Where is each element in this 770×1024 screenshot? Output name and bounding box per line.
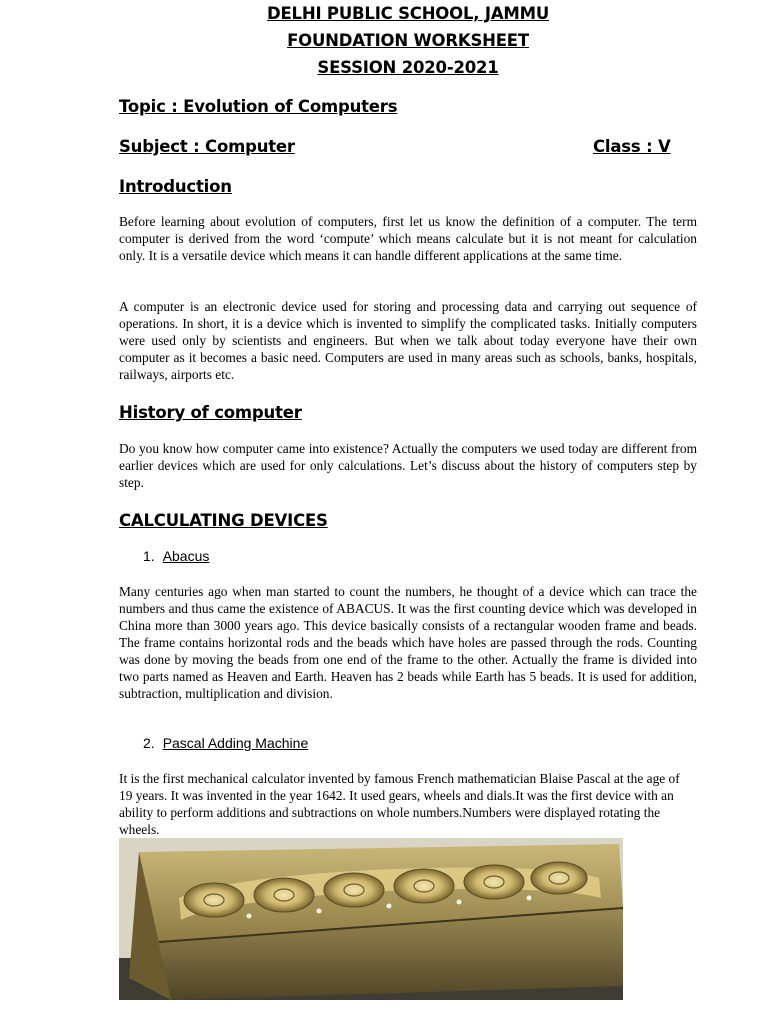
class-heading: Class : V [593, 137, 671, 156]
list-label: Abacus [162, 548, 210, 564]
subject-heading: Subject : Computer [119, 137, 295, 156]
history-paragraph: Do you know how computer came into existence? Actually the computers we used today are different from earlier devices which are used for only calculations. Let’s discuss about the history of computers step by step. [119, 441, 697, 490]
school-name: DELHI PUBLIC SCHOOL, JAMMU [266, 4, 550, 23]
pascal-machine-photo [119, 838, 623, 1000]
pascal-machine-illustration [119, 838, 623, 1000]
worksheet-title: FOUNDATION WORKSHEET [287, 31, 529, 50]
introduction-paragraph-2: A computer is an electronic device used for storing and processing data and carrying out sequence of operations. In short, it is a device which is invented to simplify the complicated tasks. Initially computers were used only by scientists and engineers. But when we talk about today everyone have their own computer as it becomes a basic need. Computers are used in many areas such as schools, banks, hospitals, railways, airports etc. [119, 299, 697, 382]
history-heading: History of computer [119, 403, 302, 422]
introduction-heading: Introduction [119, 177, 232, 196]
list-number: 2. [143, 735, 155, 751]
list-item-abacus [143, 548, 209, 564]
list-label: Pascal Adding Machine [162, 735, 309, 751]
introduction-paragraph-1: Before learning about evolution of computers, first let us know the definition of a computer. The term computer is derived from the word ‘compute’ which means calculate but it is not meant for calculation only. It is a versatile device which means it can handle different applications at the same time. [119, 214, 697, 263]
abacus-paragraph: Many centuries ago when man started to count the numbers, he thought of a device which can trace the numbers and thus came the existence of ABACUS. It was the first counting device which was developed in China more than 3000 years ago. This device basically consists of a rectangular wooden frame and beads. The frame contains horizontal rods and the beads which have holes are passed through the rods. Counting was done by moving the beads from one end of the frame to the other. Actually the frame is divided into two parts named as Heaven and Earth. Heaven has 2 beads while Earth has 5 beads. It is used for addition, subtraction, multiplication and division. [119, 584, 697, 701]
list-item-pascal [143, 735, 308, 751]
pascal-paragraph: It is the first mechanical calculator invented by famous French mathematician Blaise Pascal at the age of 19 years. It was invented in the year 1642. It used gears, wheels and dials.It was the first device with an ability to perform additions and subtractions on whole numbers.Numbers were displayed rotating the wheels. [119, 771, 680, 837]
calculating-devices-heading: CALCULATING DEVICES [119, 511, 328, 530]
topic-heading: Topic : Evolution of Computers [119, 97, 398, 116]
list-number: 1. [143, 548, 155, 564]
session-title: SESSION 2020-2021 [317, 58, 499, 77]
